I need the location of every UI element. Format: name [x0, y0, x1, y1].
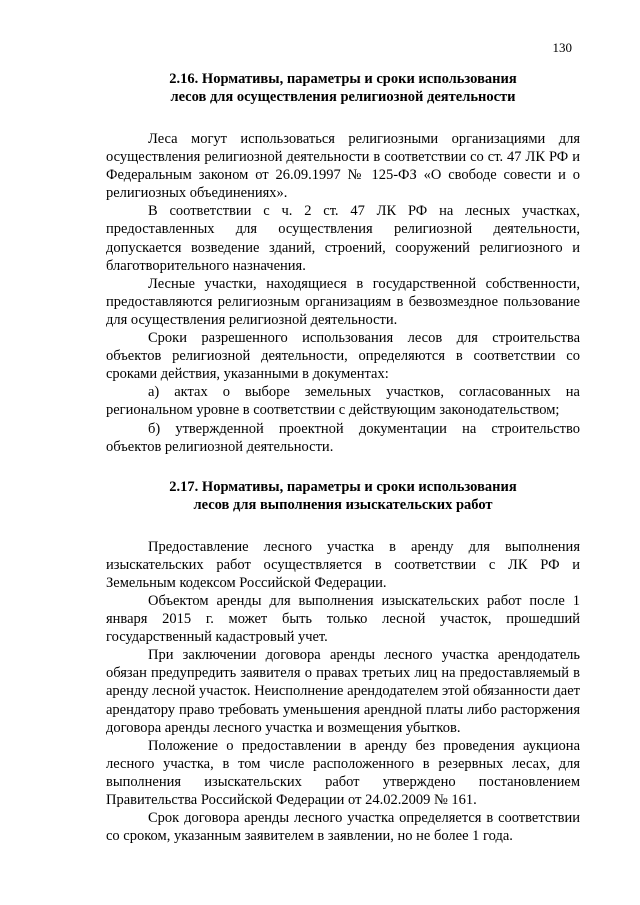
paragraph: Положение о предоставлении в аренду без проведения аукциона лесного участка, в том числе расположенного в резервных лесах, для выполнения изыскательских работ утверждено постановлением Правительства Российской Федерации от 24.02.2009 № 161. — [106, 737, 580, 808]
list-item-a: а) актах о выборе земельных участков, согласованных на региональном уровне в соответствии с действующим законодательством; — [106, 384, 580, 419]
spacer — [106, 456, 580, 478]
document-body — [106, 70, 580, 845]
paragraph: Объектом аренды для выполнения изыскательских работ после 1 января 2015 г. может быть только лесной участок, прошедший государственный кадастровый учет. — [106, 592, 580, 646]
paragraph: В соответствии с ч. 2 ст. 47 ЛК РФ на лесных участках, предоставленных для осуществления религиозной деятельности, допускается возведение зданий, строений, сооружений религиозного и благотворительного назначения. — [106, 203, 580, 274]
spacer — [106, 514, 580, 538]
paragraph: Срок договора аренды лесного участка определяется в соответствии со сроком, указанным заявителем в заявлении, но не более 1 года. — [106, 810, 580, 845]
list-item-b: б) утвержденной проектной документации на строительство объектов религиозной деятельности. — [106, 420, 580, 455]
heading-line: лесов для осуществления религиозной деятельности — [170, 89, 516, 105]
paragraph: Лесные участки, находящиеся в государственной собственности, предоставляются религиозным организациям в безвозмездное пользование для осуществления религиозной деятельности. — [106, 275, 580, 328]
heading-line: 2.17. Нормативы, параметры и сроки использования — [169, 478, 517, 495]
spacer — [106, 106, 580, 130]
section-heading-2-17 — [106, 478, 580, 514]
paragraph: Сроки разрешенного использования лесов для строительства объектов религиозной деятельности, определяются в соответствии со сроками действия, указанными в документах: — [106, 330, 580, 383]
paragraph: Леса могут использоваться религиозными организациями для осуществления религиозной деятельности в соответствии со ст. 47 ЛК РФ и Федеральным законом от 26.09.1997 № 125-ФЗ «О свободе совести и о религиозных объединениях». — [106, 131, 580, 202]
paragraph: Предоставление лесного участка в аренду для выполнения изыскательских работ осуществляется в соответствии с ЛК РФ и Земельным кодексом Российской Федерации. — [106, 538, 580, 591]
paragraph: При заключении договора аренды лесного участка арендодатель обязан предупредить заявителя о правах третьих лиц на предоставляемый в аренду лесной участок. Неисполнение арендодателем этой обязанности дает арендатору право требовать уменьшения арендной платы либо расторжения договора аренды лесного участка и возмещения убытков. — [106, 647, 580, 736]
heading-line: лесов для выполнения изыскательских работ — [193, 496, 493, 513]
section-heading-2-16 — [106, 70, 580, 106]
page-number: 130 — [552, 40, 572, 55]
heading-line: 2.16. Нормативы, параметры и сроки использования — [169, 71, 517, 87]
